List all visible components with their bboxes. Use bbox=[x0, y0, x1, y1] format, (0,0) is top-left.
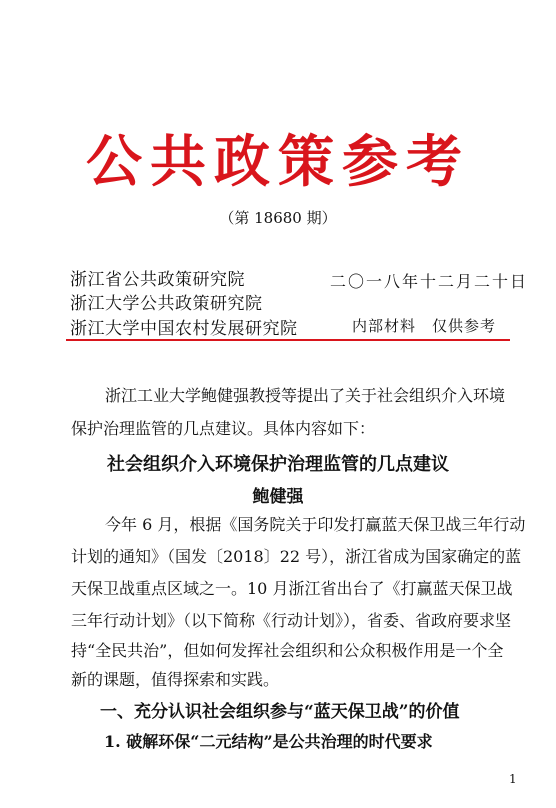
page-number: 1 bbox=[509, 772, 517, 786]
paragraph-line: 新的课题，值得探索和实践。 bbox=[71, 670, 280, 689]
subsection-heading: 1. 破解环保“二元结构”是公共治理的时代要求 bbox=[104, 732, 433, 751]
article-author: 鲍健强 bbox=[252, 487, 304, 507]
paragraph-line: 三年行动计划》（以下简称《行动计划》），省委、省政府要求坚 bbox=[71, 611, 512, 630]
intro-line: 浙江工业大学鲍健强教授等提出了关于社会组织介入环境 bbox=[105, 386, 506, 405]
publication-date: 二〇一八年十二月二十日 bbox=[330, 272, 529, 291]
issue-number: （第 18680 期） bbox=[219, 209, 337, 227]
institution-line: 浙江大学公共政策研究院 bbox=[70, 294, 263, 314]
header-divider bbox=[66, 339, 510, 341]
article-title: 社会组织介入环境保护治理监管的几点建议 bbox=[107, 454, 449, 475]
paragraph-line: 计划的通知》（国发〔2018〕22 号），浙江省成为国家确定的蓝 bbox=[71, 547, 522, 566]
institution-line: 浙江大学中国农村发展研究院 bbox=[70, 319, 298, 339]
masthead-title: 公共政策参考 bbox=[86, 129, 470, 195]
intro-line: 保护治理监管的几点建议。具体内容如下： bbox=[71, 419, 376, 438]
institution-line: 浙江省公共政策研究院 bbox=[70, 270, 245, 290]
paragraph-line: 今年 6 月，根据《国务院关于印发打赢蓝天保卫战三年行动 bbox=[105, 515, 526, 534]
section-heading: 一、充分认识社会组织参与“蓝天保卫战”的价值 bbox=[100, 702, 460, 722]
paragraph-line: 持“全民共治”，但如何发挥社会组织和公众积极作用是一个全 bbox=[71, 641, 504, 660]
classification-label: 内部材料 仅供参考 bbox=[352, 317, 497, 335]
paragraph-line: 天保卫战重点区域之一。10 月浙江省出台了《打赢蓝天保卫战 bbox=[71, 579, 513, 598]
